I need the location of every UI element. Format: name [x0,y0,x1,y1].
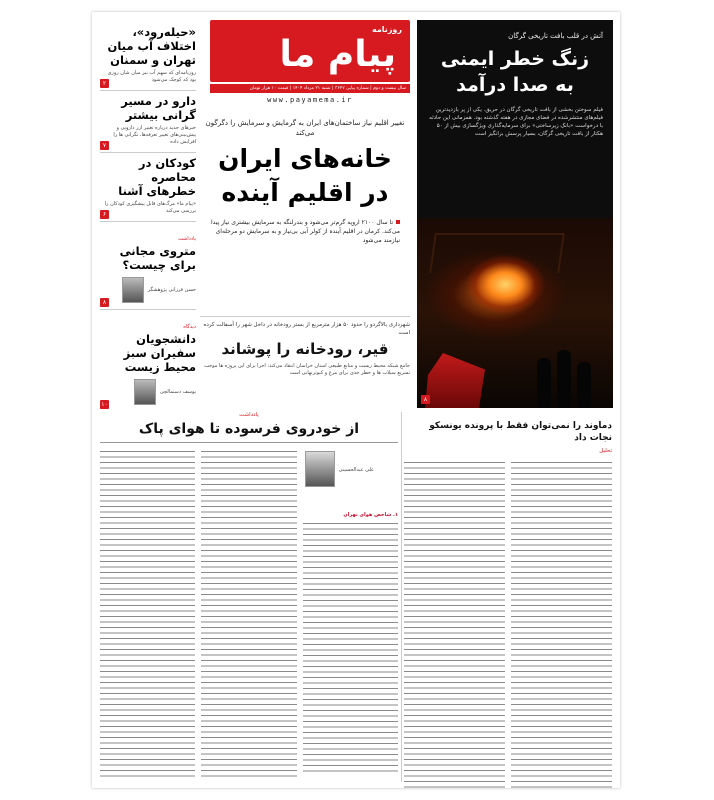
lower-left-headline: از خودروی فرسوده تا هوای پاک [100,420,398,443]
lower-right-headline: دماوند را نمی‌توان فقط با پرونده یونسکو نجات داد [429,421,612,443]
author-name: حسن فرزانی پژوهشگر [147,286,196,293]
newspaper-front-page [92,12,620,788]
body-text-lines [404,460,505,788]
silhouette-figure [577,362,591,408]
silhouette-figure [537,358,551,408]
sidebar-item-green-students[interactable] [100,310,196,411]
main-story[interactable] [200,112,410,317]
article-column [201,449,296,779]
author-photo [134,379,156,405]
columnist-name: علی عبدالحسینی [338,467,374,473]
author-row [100,379,196,405]
silhouette-figure [557,350,571,408]
lower-left-article[interactable] [100,412,398,782]
body-text-lines [511,460,612,788]
sidebar-headline: کودکان در محاصره خطرهای آشنا [118,156,196,198]
photo-headline [417,46,613,98]
body-text-lines [303,521,398,776]
sidebar-item-children-dangers[interactable] [100,153,196,222]
author-row [100,277,196,303]
section-tag: دیدگاه [183,324,196,330]
article-columns [100,449,398,779]
article-column [404,460,505,788]
main-lead-text: تا سال ۲۱۰۰ اروپه گرم‌تر می‌شود و بندرلنگه به سرمایش بیشتری نیاز پیدا می‌کند. کرمان در اقلیم آینده از کولر آبی بی‌نیاز و به سرمایش دو مرحله‌ای نیازمند می‌شود [210,219,400,244]
sidebar-summary: خبرهای جدید درباره تغییر ارز دارویی و پیش‌بینی‌های تغییر تعرفه‌ها، نگرانی ها را افزایش داده [113,125,196,145]
page-number-badge: ۸ [100,298,109,307]
sidebar-summary: «پیام ما» مرگ‌های قابل پیشگیری کودکان را بررسی می‌کند [104,201,196,214]
sidebar-item-drug-prices[interactable] [100,91,196,153]
column-divider [401,412,402,782]
lower-right-article[interactable] [404,412,612,782]
photo-headline-line2: به صدا درآمد [456,74,574,96]
section-tag: یادداشت [239,412,259,418]
second-headline: قیر، رودخانه را پوشاند [221,340,389,358]
newspaper-logo[interactable] [210,20,410,82]
body-text-lines [100,449,195,779]
second-body: جامع شبکه محیط زیست و منابع طبیعی استان خراسان انتقاد می‌کند: اجرا برای این پروژه ها موجب تسریع سیلاب ها و خطر جدی برای مرغ و کبوترنهایی است [204,363,410,376]
main-kicker: تغییر اقلیم نیاز ساختمان‌های ایران به گرمایش و سرمایش را دگرگون می‌کند [205,119,405,137]
author-name: یوسف دستمالچی [159,388,196,395]
columnist-photo [305,451,335,487]
fire-photo [417,218,613,408]
page-number-badge: ۲ [100,79,109,88]
sidebar-summary: روزنامه‌ای که سهم آب نیز میان شان روزی بود که کوچک می‌شود [107,70,196,83]
sidebar-headline: دارو در مسیر گرانی بیشتر [121,94,196,122]
logo-title: پیام ما [279,34,396,75]
main-lead [200,218,410,245]
burning-roof-shape [429,233,565,273]
photo-story[interactable] [417,20,613,408]
article-column [100,449,195,779]
second-kicker: شهرداری بالاگردو را حدود ۵۰ هزار مترمربع از بستر رودخانه در داخل شهر را آسفالت کرده است [203,322,410,336]
article-column [511,460,612,788]
red-tarp-shape [425,353,485,408]
photo-body: فیلم سوختن بخشی از بافت تاریخی گرگان در حریق. یکی از پر بازدیدترین فیلم‌های منتشرشده در فضای مجازی در هفته گذشته بود. همزمانی این حادثه با درخواست «بانک زیرساختی» برای سرمایه‌گذاری ویژگسازی بیش از ۵۰ هکتار از بافت تاریخی گرگان، بسیار پرسش برانگیز است [429,107,603,137]
logo-label: روزنامه [372,25,402,34]
sidebar-headline: متروی مجانی برای چیست؟ [119,244,196,272]
page-number-badge: ۸ [421,395,430,404]
sidebar-item-water-dispute[interactable] [100,22,196,91]
photo-headline-line1: زنگ خطر ایمنی [440,48,590,70]
second-story[interactable] [200,316,410,408]
article-subhead: ۱. شاخص هوای تهران [343,512,398,518]
body-text-lines [201,449,296,779]
page-number-badge: ۶ [100,210,109,219]
article-columns [404,460,612,788]
section-tag: یادداشت [178,236,196,242]
main-headline [200,142,410,210]
photo-kicker: آتش در قلب بافت تاریخی گرگان [508,32,603,40]
lower-section [100,412,612,782]
columnist-box [303,449,398,509]
bullet-marker [396,220,400,224]
main-headline-line1: خانه‌های ایران [218,144,392,173]
section-tag: تحلیل [599,448,612,454]
masthead [200,20,410,110]
sidebar-item-free-metro[interactable] [100,222,196,310]
main-headline-line2: در اقلیم آینده [221,178,389,207]
page-number-badge: ۷ [100,141,109,150]
page-number-badge: ۱۰ [101,401,108,408]
website-url[interactable]: www.payamema.ir [267,96,353,104]
author-photo [122,277,144,303]
sidebar-column [100,22,196,407]
issue-info: سال بیست و دوم | شماره پیاپی ۳۶۲۷ | شنبه ۲۱ مرداد ۱۴۰۴ | قیمت ۱۰ هزار تومان [210,84,410,93]
article-column [303,449,398,779]
sidebar-headline: دانشجویان سفیران سبز محیط زیست [123,332,196,374]
sidebar-headline: «حیله‌رود»، اختلاف آب میان تهران و سمنان [107,25,196,67]
